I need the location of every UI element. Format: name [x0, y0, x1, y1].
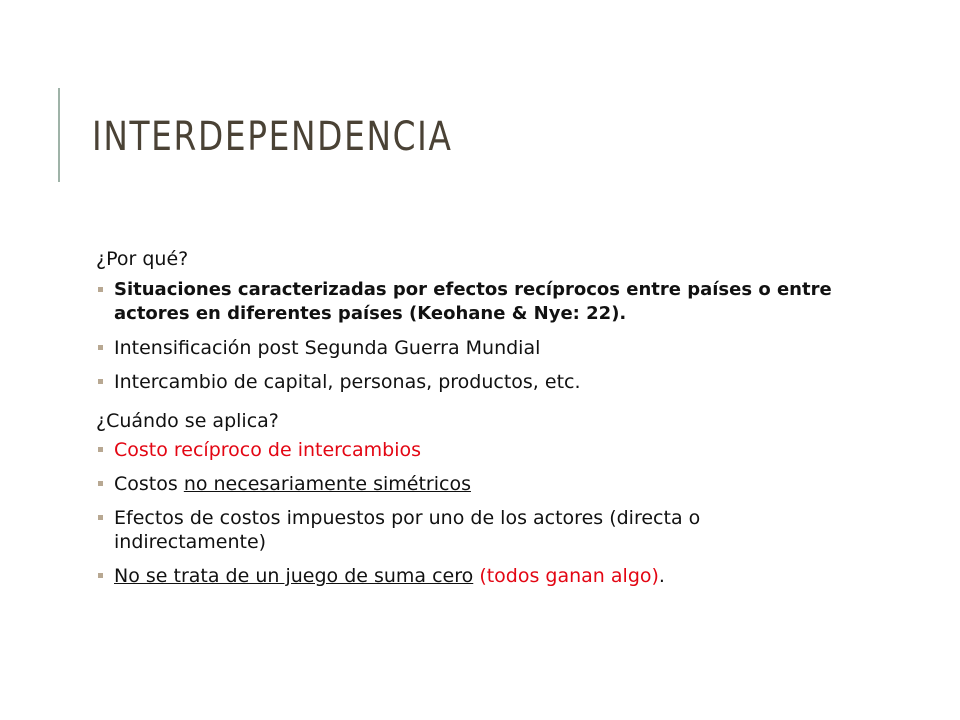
square-bullet-icon: [98, 287, 103, 292]
square-bullet-icon: [98, 481, 103, 486]
bullet-text-underlined: no necesariamente simétricos: [183, 473, 471, 495]
bullet-list-cuando: [96, 438, 836, 588]
bullet-list-por-que: [96, 278, 836, 394]
list-item: [96, 506, 836, 554]
list-item: [96, 564, 836, 588]
list-item: [96, 472, 836, 496]
bullet-text: Situaciones caracterizadas por efectos recíprocos entre países o entre actores en diferentes países (Keohane & Nye: 22).: [114, 279, 832, 324]
bullet-text-highlighted: Costo recíproco de intercambios: [114, 439, 422, 461]
list-item: [96, 438, 836, 462]
square-bullet-icon: [98, 447, 103, 452]
list-item: [96, 336, 836, 360]
square-bullet-icon: [98, 379, 103, 384]
square-bullet-icon: [98, 345, 103, 350]
bullet-text-highlighted: (todos ganan algo): [479, 565, 659, 587]
bullet-text: Efectos de costos impuestos por uno de los actores (directa o indirectamente): [114, 507, 701, 553]
slide-content: [96, 246, 836, 598]
section-heading-cuando: ¿Cuándo se aplica?: [96, 410, 279, 432]
bullet-text: Intensificación post Segunda Guerra Mundial: [114, 337, 541, 359]
bullet-text-end: .: [658, 565, 665, 587]
bullet-text-underlined: No se trata de un juego de suma cero: [114, 565, 474, 587]
square-bullet-icon: [98, 515, 103, 520]
slide-title: INTERDEPENDENCIA: [92, 114, 453, 160]
bullet-text-prefix: Costos: [114, 473, 184, 495]
list-item: [96, 278, 836, 326]
title-accent-bar: [58, 88, 60, 182]
section-heading-por-que: ¿Por qué?: [96, 248, 189, 270]
square-bullet-icon: [98, 573, 103, 578]
bullet-text: Intercambio de capital, personas, productos, etc.: [114, 371, 581, 393]
list-item: [96, 370, 836, 394]
